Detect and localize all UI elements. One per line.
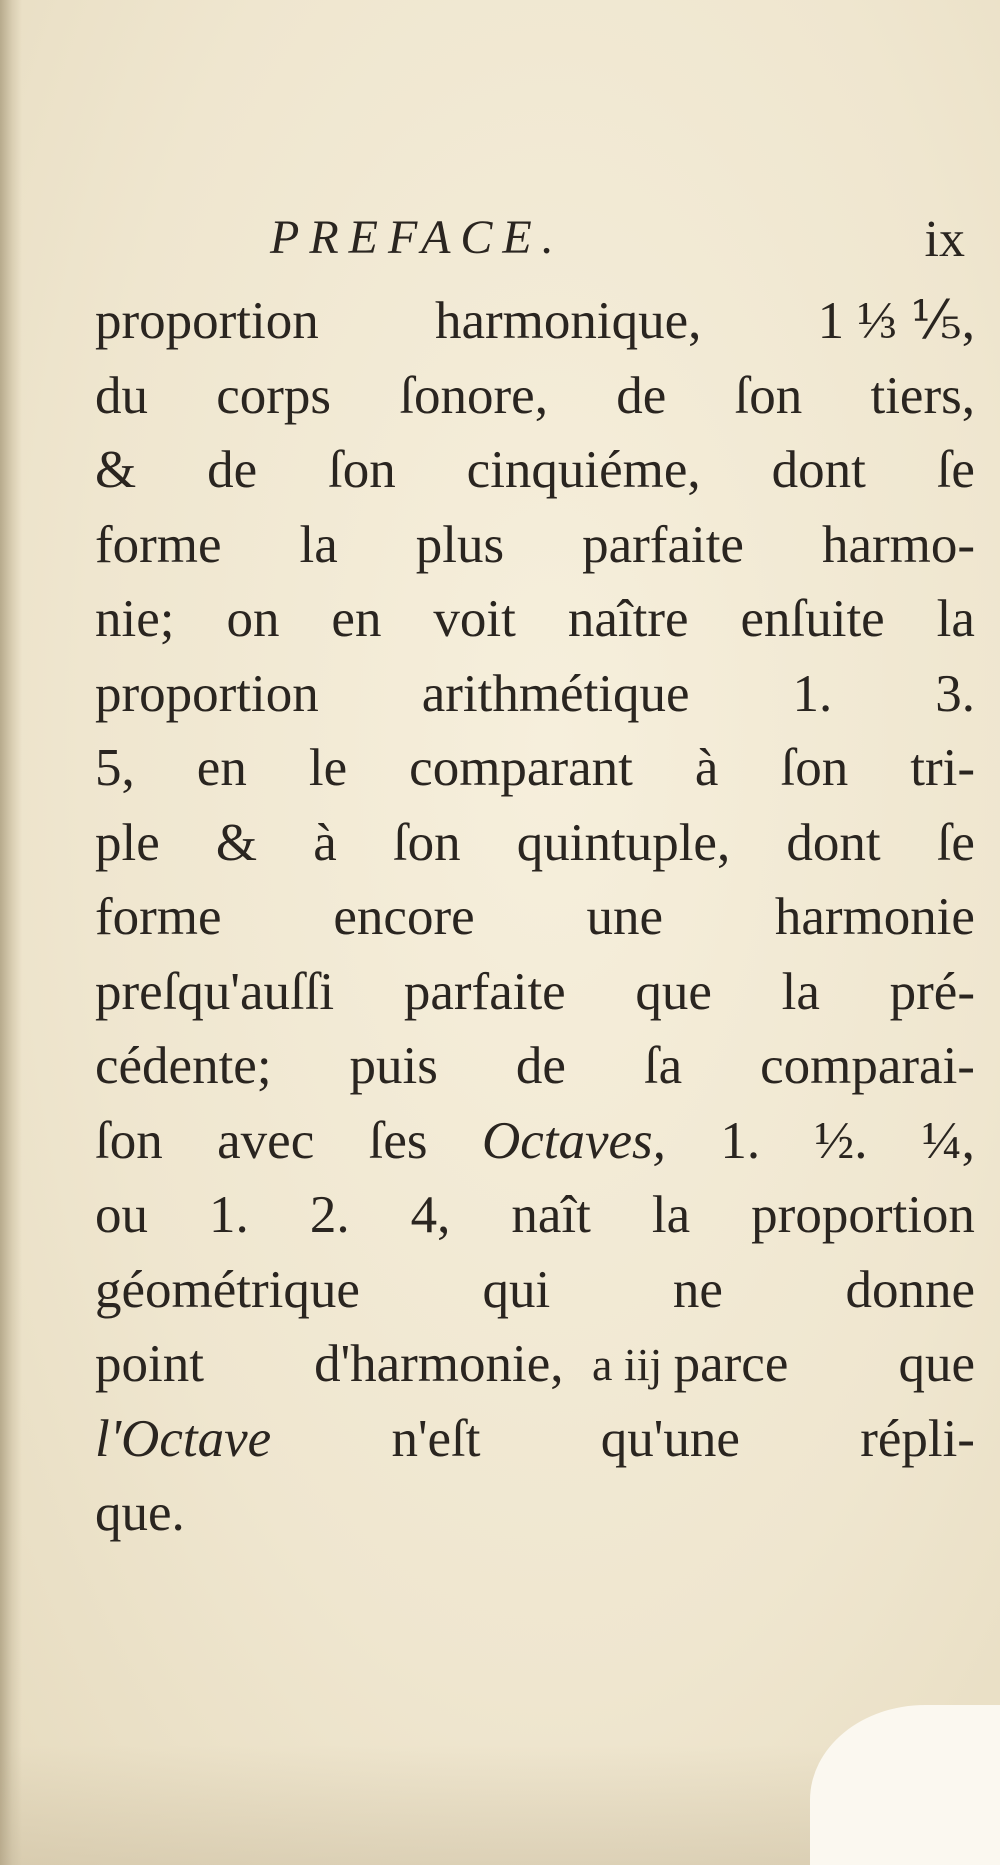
text-line: proportion harmonique, 1 ⅓ ⅕, [95, 292, 975, 350]
text-line: l'Octave n'eſt qu'une répli- [95, 1409, 975, 1468]
text-line: ple & à ſon quintuple, dont ſe [95, 813, 975, 872]
signature-mark: a iij [592, 1339, 663, 1390]
page-number: ix [924, 211, 965, 268]
text-line: ou 1. 2. 4, naît la proportion [95, 1186, 975, 1244]
text-line: 5, en le comparant à ſon tri- [95, 739, 975, 797]
running-title: PREFACE. [270, 211, 564, 264]
page-corner-fold [810, 1705, 1000, 1865]
body-text [95, 284, 975, 1551]
text-line: géométrique qui ne donne [95, 1260, 975, 1319]
text-line: forme la plus parfaite harmo- [95, 515, 975, 574]
text-line: point d'harmonie, parce que [95, 1335, 975, 1393]
text-line: forme encore une harmonie [95, 888, 975, 946]
text-line: cédente; puis de ſa comparai- [95, 1037, 975, 1095]
text-line: & de ſon cinquiéme, dont ſe [95, 441, 975, 499]
page-gutter-shadow [0, 0, 22, 1865]
text-line: nie; on en voit naître enſuite la [95, 590, 975, 648]
text-line: du corps ſonore, de ſon tiers, [95, 366, 975, 425]
text-line: ſon avec ſes Octaves, 1. ½. ¼, [95, 1111, 975, 1170]
running-header [95, 210, 975, 280]
text-line: preſqu'auſſi parfaite que la pré- [95, 962, 975, 1021]
text-line: proportion arithmétique 1. 3. [95, 664, 975, 723]
text-line: que. [95, 1484, 185, 1542]
